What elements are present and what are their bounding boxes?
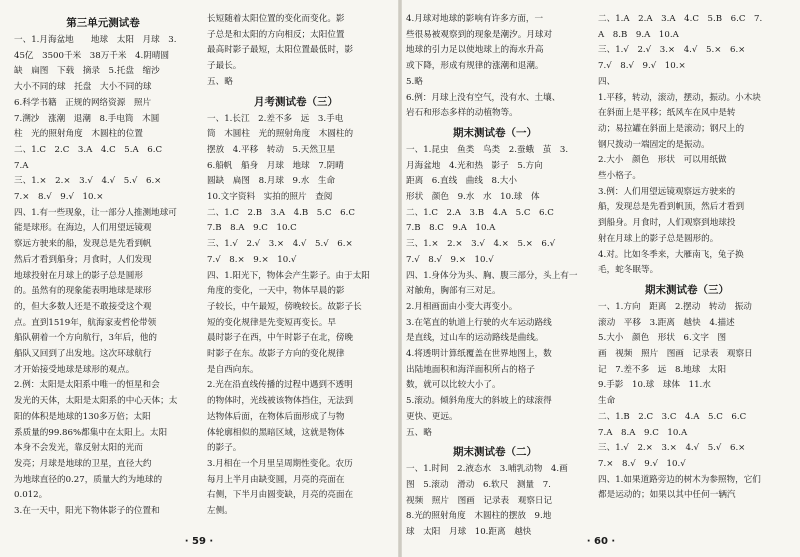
answer-line: 更快、更远。 [406, 411, 458, 422]
section-title: 期末测试卷（三） [645, 283, 729, 296]
answer-line: 四、1.身体分为头、胸、腹三部分，头上有一 [406, 270, 578, 281]
section-title: 期末测试卷（二） [453, 446, 537, 459]
right-page-column-2 [598, 12, 776, 528]
left-page [0, 0, 398, 557]
answer-line: 二、1.C 2.C 3.A 4.C 5.A 6.C [14, 144, 163, 155]
answer-line: 4.月球对地球的影响有许多方面，一 [406, 14, 544, 24]
answer-line: 7.A 8.A 9.C 10.A [598, 427, 688, 438]
answer-line: 出陆地面积和海洋面积所占的格子 [406, 364, 535, 375]
answer-line: 都是运动的；如果以其中任何一辆汽 [598, 490, 736, 501]
answer-line: 3.在笔直的轨道上行驶的火车运动路线 [406, 317, 552, 328]
answer-line: 摆放 4.平移 转动 5.天然卫星 [207, 144, 336, 155]
answer-line: 达物体后面，在物体后面形成了与物 [207, 411, 345, 422]
answer-line: 子总是和太阳的方向相反；太阳位置 [207, 29, 345, 40]
answer-line: 或下降，形成有规律的涨潮和退潮。 [406, 61, 544, 72]
answer-line: 1.平移，转动，滚动，摆动，振动。小木块 [598, 92, 761, 103]
answer-line: 4.将透明计算纸覆盖在世界地图上，数 [406, 349, 552, 360]
answer-line: 球 太阳 月球 10.距离 越快 [406, 527, 532, 538]
answer-line: 射在月球上的影子总是圆形的。 [598, 233, 719, 244]
answer-line: 本身不会发光，靠反射太阳的光而 [14, 443, 143, 454]
answer-line: 发亮；月球是地球的卫星，直径大约 [14, 458, 152, 469]
answer-line: 是自西向东。 [207, 364, 259, 375]
answer-line: 对触角，胸部有三对足。 [406, 286, 501, 297]
section-title: 期末测试卷（一） [453, 126, 537, 139]
answer-line: 三、1.√ 2.× 3.× 4.√ 5.√ 6.× [598, 443, 746, 454]
answer-line: 系质量的99.86%都集中在太阳上。太阳 [14, 427, 168, 438]
answer-line: 一、1.昆虫 鱼类 鸟类 2.蚕蛾 茧 3. [406, 144, 569, 155]
answer-line: 7.溯沙 涨潮 退潮 8.手电筒 木圆 [14, 113, 160, 124]
answer-line: 缺 扁图 下载 摘录 5.托盘 缩沙 [14, 66, 160, 77]
answer-line: 的物体时，光线被该物体挡住，无法到 [207, 396, 354, 407]
answer-line: 6.科学书籍 正规的网络资源 照片 [14, 97, 152, 108]
answer-line: 三、1.√ 2.√ 3.× 4.√ 5.× 6.× [598, 45, 746, 56]
section-title: 第三单元测试卷 [66, 17, 140, 29]
left-page-column-1 [14, 12, 192, 528]
answer-line: 角度的变化，一天中，物体早晨的影 [207, 286, 345, 297]
answer-line: 能是球形。在海边，人们用望远镜观 [14, 223, 152, 234]
answer-line: 才开始接受地球是球形的观点。 [14, 364, 135, 375]
answer-line: 在斜面上是平移；纸风车在风中是转 [598, 108, 736, 119]
answer-line: 子较长，中午最短，傍晚较长。故影子长 [207, 301, 362, 312]
answer-line: A 8.B 9.A 10.A [598, 29, 679, 40]
answer-line: 体轮廓相似的黑暗区域，这就是物体 [207, 427, 345, 438]
answer-line: 滚动 平移 3.距离 越快 4.描述 [598, 317, 735, 328]
answer-line: 地球投射在月球上的影子总是圆形 [14, 270, 143, 281]
answer-line: 二、1.C 2.B 3.A 4.B 5.C 6.C [207, 207, 355, 218]
answer-line: 一、1.时间 2.液态水 3.哺乳动物 4.画 [406, 464, 568, 475]
answer-line: 发光的天体，太阳是太阳系的中心天体；太 [14, 396, 178, 407]
answer-line: 2.大小 颜色 形状 可以用纸做 [598, 155, 727, 166]
answer-line: 地球的引力足以使地球上的海水升高 [406, 45, 544, 56]
answer-line: 2.月相画面由小变大再变小。 [406, 301, 518, 312]
answer-line: 7.× 8.√ 9.√ 10.√ [598, 458, 686, 469]
answer-line: 三、1.× 2.× 3.√ 4.√ 5.√ 6.× [14, 176, 162, 187]
answer-line: 5.大小 颜色 形状 6.文字 图 [598, 333, 727, 344]
answer-line: 视频 照片 图画 记录表 观察日记 [406, 495, 553, 506]
answer-line: 二、1.C 2.A 3.B 4.A 5.C 6.C [406, 207, 554, 218]
answer-line: 每月上半月由缺变圆，月亮的亮面在 [207, 474, 345, 485]
answer-line: 7.A [14, 160, 29, 171]
answer-line: 船，发现总是先看到帆顶，然后才看到 [598, 202, 745, 213]
answer-line: 动；易拉罐在斜面上是滚动；钢尺上的 [598, 123, 745, 134]
answer-line: 柱 光的照射角度 木圆柱的位置 [14, 129, 143, 140]
answer-line: 形状 颜色 9.水 水 10.球 体 [406, 192, 540, 203]
answer-line: 距离 6.直线 曲线 8.大小 [406, 176, 517, 187]
answer-line: 一、1.月海盆地 地球 太阳 月球 3. [14, 35, 177, 45]
answer-line: 8.光的照射角度 木圆柱的摆放 9.地 [406, 511, 552, 522]
answer-line: 三、1.× 2.× 3.√ 4.× 5.× 6.√ [406, 239, 556, 250]
answer-line: 四、 [598, 76, 616, 87]
answer-line: 右侧，下半月由圆变缺，月亮的亮面在 [207, 490, 354, 501]
answer-line: 2.例：太阳是太阳系中唯一的恒星和会 [14, 380, 160, 391]
answer-line: 3.例：人们用望远镜观察远方驶来的 [598, 186, 736, 197]
answer-line: 筒 木圆柱 光的照射角度 木圆柱的 [207, 129, 354, 140]
answer-line: 45亿 3500千米 38万千米 4.阴晴圆 [14, 50, 170, 61]
answer-line: 五、略 [207, 76, 233, 87]
answer-line: 晨时影子在西，中午时影子在北，傍晚 [207, 333, 354, 344]
answer-line: 2.光在沿直线传播的过程中遇到不透明 [207, 380, 353, 391]
answer-line: 察远方驶来的船，发现总是先看到帆 [14, 239, 152, 250]
answer-line: 最高时影子最短，太阳位置最低时，影 [207, 45, 354, 56]
page-number: · 59 · [184, 536, 214, 547]
answer-line: 五、略 [406, 427, 432, 438]
answer-line: 四、1.如果道路旁边的树木为参照物，它们 [598, 474, 761, 485]
answer-line: 船队朝着一个方向航行，3年后，他的 [14, 333, 157, 344]
answer-line: 3.月相在一个月里呈周期性变化。农历 [207, 458, 353, 469]
answer-line: 7.B 8.A 9.C 10.C [207, 223, 297, 234]
answer-line: 子最长。 [207, 61, 242, 72]
left-page-column-2 [207, 12, 385, 528]
answer-line: 7.√ 8.√ 9.× 10.√ [406, 254, 494, 265]
section-title: 月考测试卷（三） [254, 95, 338, 108]
right-page-column-1 [406, 12, 584, 538]
answer-line: 阳的体积是地球的130多万倍；太阳 [14, 411, 151, 422]
answer-line: 记 7.差不多 远 8.地球 太阳 [598, 364, 727, 375]
answer-line: 一、1.方向 距离 2.摆动 转动 振动 [598, 301, 752, 312]
right-page [402, 0, 800, 557]
answer-line: 些小格子。 [598, 171, 641, 182]
answer-line: 毛，蛇冬眠等。 [598, 265, 659, 276]
answer-line: 画 视频 照片 图画 记录表 观察日 [598, 349, 753, 360]
answer-line: 三、1.√ 2.√ 3.× 4.√ 5.√ 6.× [207, 239, 353, 250]
answer-line: 四、1.有一些现象，让一部分人推测地球可 [14, 207, 177, 218]
answer-line: 5.略 [406, 76, 423, 87]
answer-line: 钢尺拨动一端固定的是振动。 [598, 139, 710, 150]
answer-line: 大小不同的球 托盘 大小不同的球 [14, 82, 152, 93]
answer-line: 时影子在东。故影子方向的变化规律 [207, 349, 345, 360]
answer-line: 二、1.B 2.C 3.C 4.A 5.C 6.C [598, 411, 747, 422]
answer-line: 6.船帆 船身 月球 地球 7.阴晴 [207, 160, 344, 171]
answer-line: 的，但大多数人还是不敢接受这个观 [14, 301, 152, 312]
answer-line: 圆缺 扁图 8.月球 9.水 生命 [207, 176, 336, 187]
answer-line: 是直线，过山车的运动路线是曲线。 [406, 333, 544, 344]
answer-line: 5.滚动。倾斜角度大的斜坡上的球滚得 [406, 396, 552, 407]
answer-line: 些很易被观察到的现象是潮汐。月球对 [406, 29, 553, 40]
answer-line: 船队又回到了出发地。这次环球航行 [14, 349, 152, 360]
answer-line: 短的变化规律是先变短再变长。早 [207, 317, 336, 328]
answer-line: 数，就可以比较大小了。 [406, 380, 501, 391]
answer-line: 7.× 8.√ 9.√ 10.× [14, 192, 104, 203]
answer-line: 左侧。 [207, 506, 233, 517]
answer-line: 的。虽然有的现象能表明地球是球形 [14, 286, 152, 297]
answer-line: 长短随着太阳位置的变化而变化。影 [207, 14, 345, 24]
answer-line: 然后才看到船身；月食时，人们发现 [14, 254, 152, 265]
answer-line: 的影子。 [207, 443, 242, 454]
answer-line: 7.√ 8.× 9.× 10.√ [207, 254, 297, 265]
page-number: · 60 · [586, 536, 616, 547]
answer-line: 6.例：月球上没有空气，没有水、土壤、 [406, 92, 561, 103]
answer-line: 0.012。 [14, 490, 48, 501]
answer-line: 生命 [598, 396, 616, 407]
answer-line: 二、1.A 2.A 3.A 4.C 5.B 6.C 7. [598, 14, 763, 24]
answer-line: 到船身。月食时，人们观察到地球投 [598, 218, 736, 229]
answer-line: 7.√ 8.√ 9.√ 10.× [598, 61, 686, 72]
answer-line: 点。直到1519年，航海家麦哲伦带领 [14, 317, 157, 328]
answer-line: 为地球直径的0.27，质量大约为地球的 [14, 474, 163, 485]
answer-line: 9.手影 10.球 球体 11.水 [598, 380, 711, 391]
answer-line: 7.B 8.C 9.A 10.A [406, 223, 496, 234]
answer-line: 3.在一天中，阳光下物体影子的位置和 [14, 506, 160, 517]
answer-line: 10.文字资料 实拍的照片 查阅 [207, 192, 333, 203]
answer-line: 4.对。比如冬季来，大雁南飞，兔子换 [598, 249, 744, 260]
answer-line: 岩石和形态多样的动植物等。 [406, 108, 518, 119]
answer-line: 月海盆地 4.光和热 影子 5.方向 [406, 160, 543, 171]
answer-line: 图 5.滚动 滑动 6.软尺 测量 7. [406, 479, 551, 490]
answer-line: 四、1.阳光下，物体会产生影子。由于太阳 [207, 270, 370, 281]
answer-line: 一、1.长江 2.差不多 远 3.手电 [207, 113, 344, 124]
